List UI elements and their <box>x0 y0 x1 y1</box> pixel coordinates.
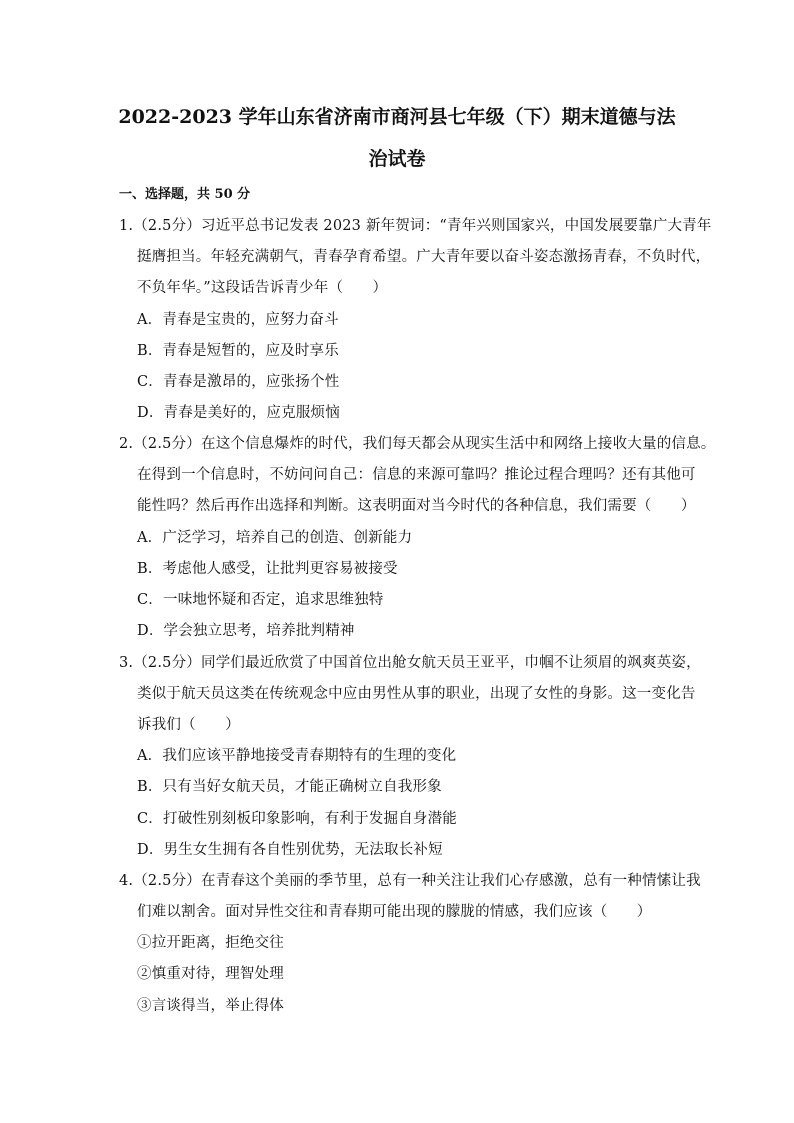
question-4-statement-1: ①拉开距离，拒绝交往 <box>137 935 284 951</box>
question-2-option-a: A．广泛学习，培养自己的创造、创新能力 <box>137 530 413 546</box>
question-1-option-d: D．青春是美好的，应克服烦恼 <box>137 405 340 421</box>
question-3-stem-cont: 诉我们（ ） <box>137 717 240 733</box>
question-2-stem: 2.（2.5分）在这个信息爆炸的时代，我们每天都会从现实生活中和网络上接收大量的信息。 <box>119 436 716 452</box>
question-2-option-c: C．一味地怀疑和否定，追求思维独特 <box>137 592 384 608</box>
question-4-stem: 4.（2.5分）在青春这个美丽的季节里，总有一种关注让我们心存感激，总有一种情愫让我 <box>119 873 701 889</box>
question-3-option-a: A．我们应该平静地接受青春期特有的生理的变化 <box>137 748 457 764</box>
question-2-stem-cont: 能性吗？然后再作出选择和判断。这表明面对当今时代的各种信息，我们需要（ ） <box>137 498 696 514</box>
question-3-stem-cont: 类似于航天员这类在传统观念中应由男性从事的职业，出现了女性的身影。这一变化告 <box>137 686 696 702</box>
question-3-option-d: D．男生女生拥有各自性别优势，无法取长补短 <box>137 842 443 858</box>
question-4-statement-2: ②慎重对待，理智处理 <box>137 966 284 982</box>
question-4-statement-3: ③言谈得当，举止得体 <box>137 998 284 1014</box>
question-3-option-b: B．只有当好女航天员，才能正确树立自我形象 <box>137 779 442 795</box>
question-2-stem-cont: 在得到一个信息时，不妨问问自己：信息的来源可靠吗？推论过程合理吗？还有其他可 <box>137 467 696 483</box>
exam-title-line-1: 2022-2023 学年山东省济南市商河县七年级（下）期末道德与法 <box>118 106 676 128</box>
question-1-option-c: C．青春是激昂的，应张扬个性 <box>137 374 340 390</box>
question-2-option-d: D．学会独立思考，培养批判精神 <box>137 623 355 639</box>
exam-title-line-2: 治试卷 <box>368 148 426 170</box>
question-3-option-c: C．打破性别刻板印象影响，有利于发掘自身潜能 <box>137 811 457 827</box>
question-1-option-a: A．青春是宝贵的，应努力奋斗 <box>137 312 339 328</box>
section-heading: 一、选择题，共 50 分 <box>119 187 251 202</box>
question-4-stem-cont: 们难以割舍。面对异性交往和青春期可能出现的朦胧的情感，我们应该（ ） <box>137 904 652 920</box>
question-2-option-b: B．考虑他人感受，让批判更容易被接受 <box>137 561 398 577</box>
question-1-stem-cont: 挺膺担当。年轻充满朝气，青春孕育希望。广大青年要以奋斗姿态激扬青春，不负时代， <box>137 249 711 265</box>
question-1-stem: 1.（2.5分）习近平总书记发表 2023 新年贺词：“青年兴则国家兴，中国发展要靠广大青年 <box>119 218 712 234</box>
question-1-option-b: B．青春是短暂的，应及时享乐 <box>137 343 339 359</box>
question-1-stem-cont: 不负年华。”这段话告诉青少年（ ） <box>137 280 388 296</box>
question-3-stem: 3.（2.5分）同学们最近欣赏了中国首位出舱女航天员王亚平，巾帼不让须眉的飒爽英姿， <box>119 655 701 671</box>
